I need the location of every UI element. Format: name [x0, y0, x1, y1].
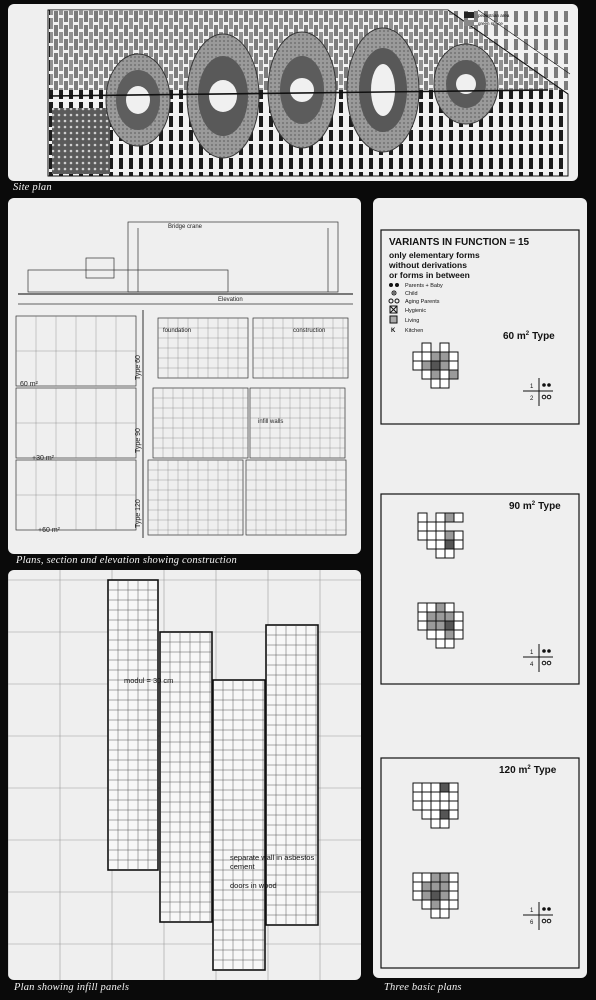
site-legend-pedestrian: pedestrian area — [478, 13, 510, 18]
svg-text:2: 2 — [530, 396, 534, 402]
svg-text:1: 1 — [530, 384, 534, 390]
caption-infill: Plan showing infill panels — [14, 982, 130, 993]
ratio-key-120 — [523, 902, 553, 930]
site-plan-drawing — [8, 4, 578, 181]
legend-living: Living — [405, 318, 420, 324]
three-plans-drawing — [373, 198, 587, 978]
svg-text:1: 1 — [530, 908, 534, 914]
type-90-label: 90 m — [509, 501, 532, 512]
label-area-30: +30 m² — [32, 455, 54, 462]
legend-hygienic: Hygienic — [405, 308, 427, 314]
label-type-120: Type 120 — [135, 499, 142, 528]
wall-label-line2: cement — [230, 862, 255, 871]
caption-plans-section: Plans, section and elevation showing construction — [16, 555, 237, 566]
label-foundation: foundation — [163, 328, 192, 334]
svg-text:K: K — [391, 328, 396, 334]
site-legend-green: green space — [478, 21, 503, 26]
label-elevation: Elevation — [218, 297, 243, 303]
site-plan-panel — [8, 4, 578, 181]
wall-label-line1: separate wall in asbestos — [230, 853, 315, 862]
legend-parents: Parents + Baby — [405, 283, 443, 289]
label-bridge-crane: Bridge crane — [168, 224, 203, 230]
construction-panel — [8, 198, 361, 554]
construction-drawing — [8, 198, 361, 554]
label-infill: infill walls — [258, 419, 284, 425]
variants-sub1: only elementary forms — [389, 250, 480, 260]
variants-sub3: or forms in between — [389, 270, 470, 280]
svg-text:4: 4 — [530, 662, 534, 668]
variants-sub2: without derivations — [389, 260, 467, 270]
modul-label: modul = 30 cm — [124, 676, 174, 685]
infill-panel — [8, 570, 361, 980]
label-area-60: 60 m² — [20, 381, 38, 388]
svg-text:90 m2Type: 90 $m^2$ Type — [509, 501, 561, 512]
legend-aging: Aging Parents — [405, 299, 440, 305]
caption-three-plans: Three basic plans — [384, 982, 462, 993]
label-type-60: Type 60 — [135, 355, 142, 380]
doors-label: doors in wood — [230, 881, 277, 890]
legend-child: Child — [405, 291, 418, 297]
infill-drawing — [8, 570, 361, 980]
svg-text:1: 1 — [530, 650, 534, 656]
type-120-label: 120 m — [499, 765, 528, 776]
label-construction: construction — [293, 328, 326, 334]
svg-text:60 m2Type: 60 $m^2$ Type — [503, 331, 555, 342]
caption-site-plan: Site plan — [13, 182, 52, 193]
variants-title: VARIANTS IN FUNCTION = 15 — [389, 237, 530, 248]
svg-text:6: 6 — [530, 920, 534, 926]
type-60-label: 60 m — [503, 331, 526, 342]
legend-kitchen: Kitchen — [405, 328, 424, 334]
label-area-60b: +60 m² — [38, 527, 60, 534]
ratio-key-60 — [523, 378, 553, 406]
ratio-key-90 — [523, 644, 553, 672]
svg-text:120 m2Type: 120 $m^2$ Type — [499, 765, 557, 776]
three-plans-panel — [373, 198, 587, 978]
label-type-90: Type 90 — [135, 428, 142, 453]
